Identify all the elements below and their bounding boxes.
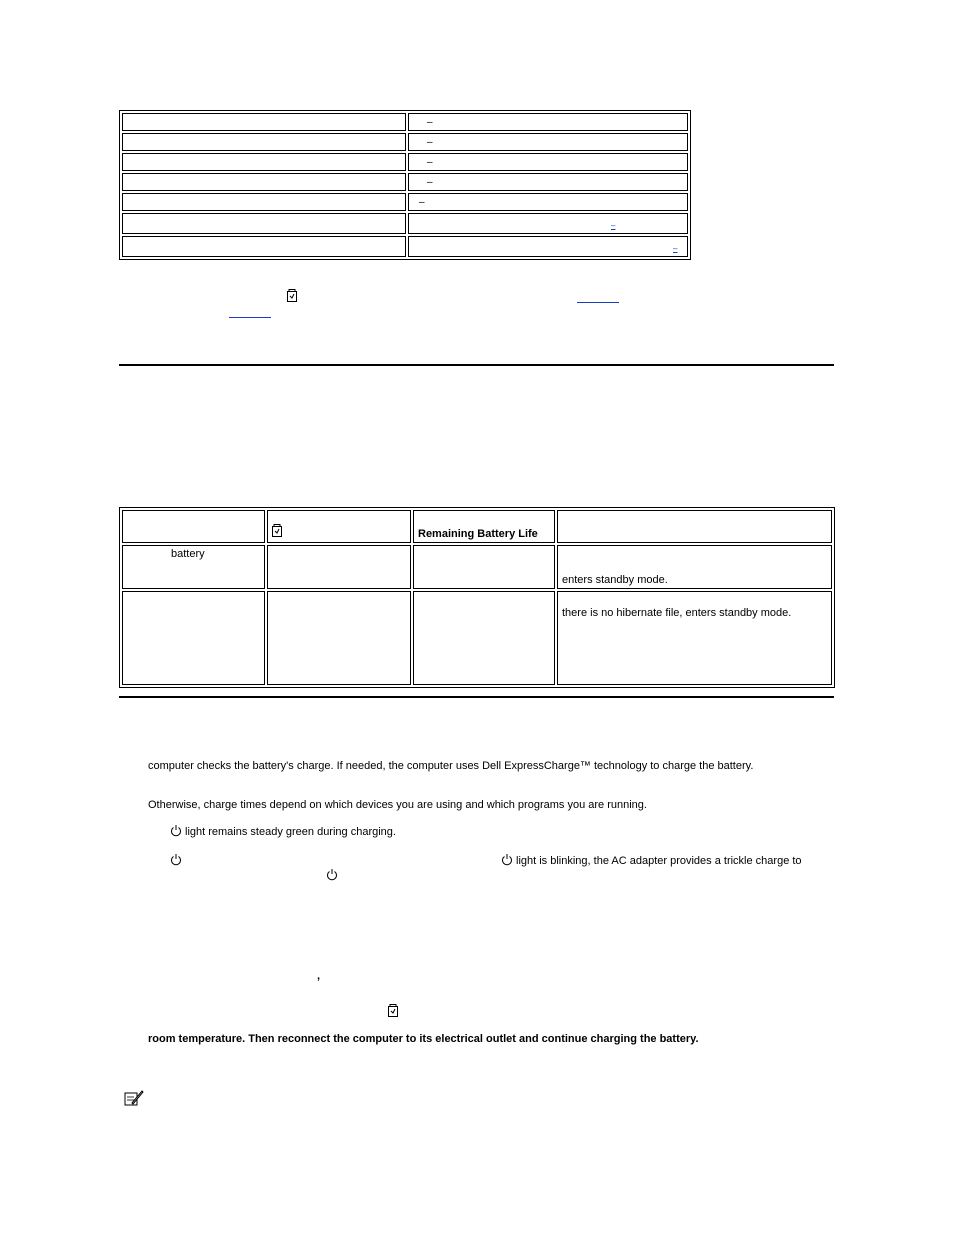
section-divider-2 — [119, 696, 834, 698]
table-cell-right — [408, 173, 688, 191]
row-link[interactable]: – — [673, 244, 678, 253]
battery-icon — [272, 524, 282, 540]
low-battery-table — [119, 507, 835, 688]
t2-r1-col4: enters standby mode. — [557, 545, 832, 589]
t2-header-remaining-life: Remaining Battery Life — [413, 510, 555, 543]
charging-line-3: light remains steady green during charging. — [185, 826, 396, 838]
dash-text: – — [427, 117, 433, 128]
t2-header-col2 — [267, 510, 411, 543]
table-row — [122, 113, 688, 131]
table-cell-right — [408, 153, 688, 171]
t2-r2-col4: there is no hibernate file, enters standby mode. — [557, 591, 832, 685]
t2-header-col1 — [122, 510, 265, 543]
charging-line-2: Otherwise, charge times depend on which devices you are using and which programs you are running. — [148, 799, 647, 811]
dash-text: – — [427, 137, 433, 148]
table-cell-left — [122, 193, 406, 211]
table-row — [122, 213, 688, 234]
table-cell-left — [122, 133, 406, 151]
charging-bold-line: room temperature. Then reconnect the computer to its electrical outlet and continue charging the battery. — [148, 1033, 699, 1045]
t2-r2-col2 — [267, 591, 411, 685]
table-row — [122, 236, 688, 257]
table-row — [122, 153, 688, 171]
charging-line-1: computer checks the battery's charge. If needed, the computer uses Dell ExpressCharge™ technology to charge the battery. — [148, 760, 754, 772]
row-link[interactable]: – — [611, 221, 616, 230]
table-row — [122, 173, 688, 191]
table-row — [122, 133, 688, 151]
table-row — [122, 193, 688, 211]
t2-r1-col2 — [267, 545, 411, 589]
battery-icon — [287, 289, 297, 305]
t2-r1-col3 — [413, 545, 555, 589]
intro-link-1[interactable] — [577, 292, 619, 303]
table-cell-left — [122, 113, 406, 131]
table-cell-right — [408, 213, 688, 234]
table-cell-left — [122, 236, 406, 257]
table-cell-left — [122, 213, 406, 234]
power-icon — [170, 853, 182, 869]
battery-status-table — [119, 110, 691, 260]
table-cell-left — [122, 153, 406, 171]
intro-link-2[interactable] — [229, 307, 271, 318]
t2-r2-col3 — [413, 591, 555, 685]
power-icon — [326, 868, 338, 884]
power-icon — [170, 824, 182, 840]
note-icon — [124, 1089, 144, 1110]
power-icon — [501, 853, 513, 869]
dash-text: – — [419, 197, 425, 208]
charging-line-4: light is blinking, the AC adapter provides a trickle charge to — [516, 855, 802, 867]
t2-r2-col1 — [122, 591, 265, 685]
battery-icon — [388, 1004, 398, 1020]
dash-text: – — [427, 157, 433, 168]
table-cell-right — [408, 113, 688, 131]
t2-r1-col1: battery — [122, 545, 265, 589]
stray-comma: , — [317, 970, 321, 982]
table-cell-right — [408, 133, 688, 151]
table-cell-right — [408, 236, 688, 257]
table-cell-right — [408, 193, 688, 211]
dash-text: – — [427, 177, 433, 188]
t2-header-col4 — [557, 510, 832, 543]
section-divider-1 — [119, 364, 834, 366]
table-cell-left — [122, 173, 406, 191]
